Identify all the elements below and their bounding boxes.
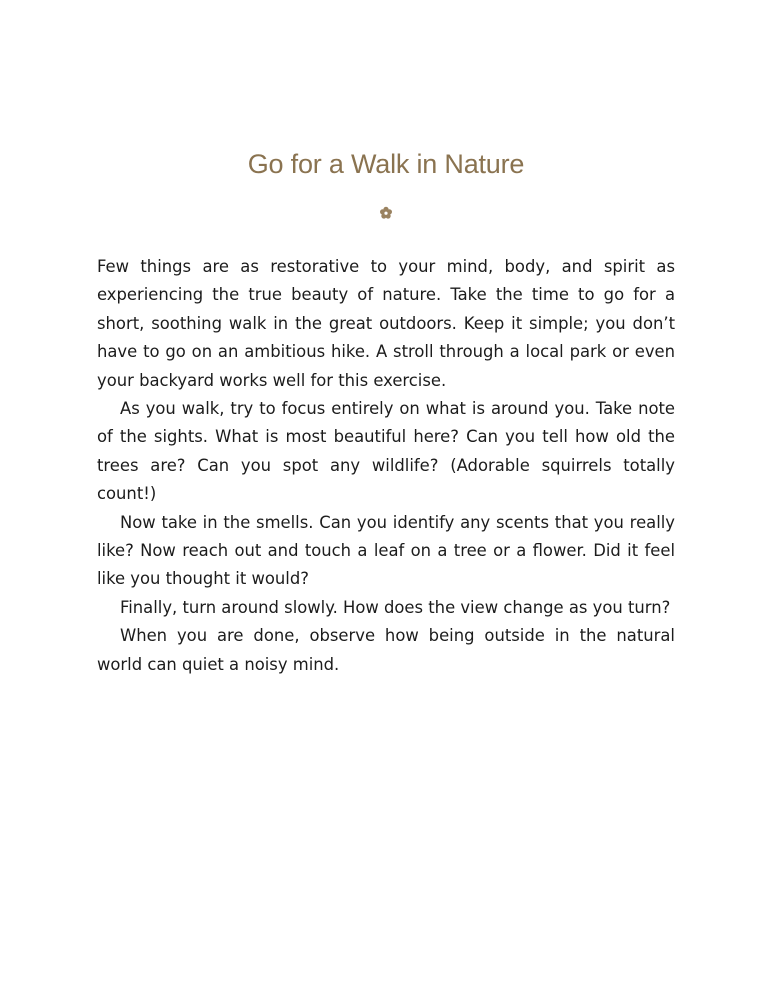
page-title: Go for a Walk in Nature (247, 149, 525, 179)
paragraph: Finally, turn around slowly. How does the view change as you turn? (120, 597, 671, 617)
paragraph: Now take in the smells. Can you identify any scents that you really like? Now reach out and touch a leaf on a tree or a flower. Did it feel like you thought it would? (97, 512, 675, 589)
paragraph: Few things are as restorative to your mind, body, and spirit as experiencing the true beauty of nature. Take the time to go for a short, soothing walk in the great outdoors. Keep it simple; you don’t have to go on an ambitious hike. A stroll through a local park or even your backyard works well for this exercise. (97, 257, 675, 390)
paragraph: As you walk, try to focus entirely on what is around you. Take note of the sights. What is most beautiful here? Can you tell how old the trees are? Can you spot any wildlife? (Adorable squirrels totally count!) (97, 399, 675, 504)
flower-ornament-icon (379, 206, 393, 220)
paragraph: When you are done, observe how being outside in the natural world can quiet a noisy mind. (97, 626, 675, 674)
body-text (97, 253, 675, 679)
